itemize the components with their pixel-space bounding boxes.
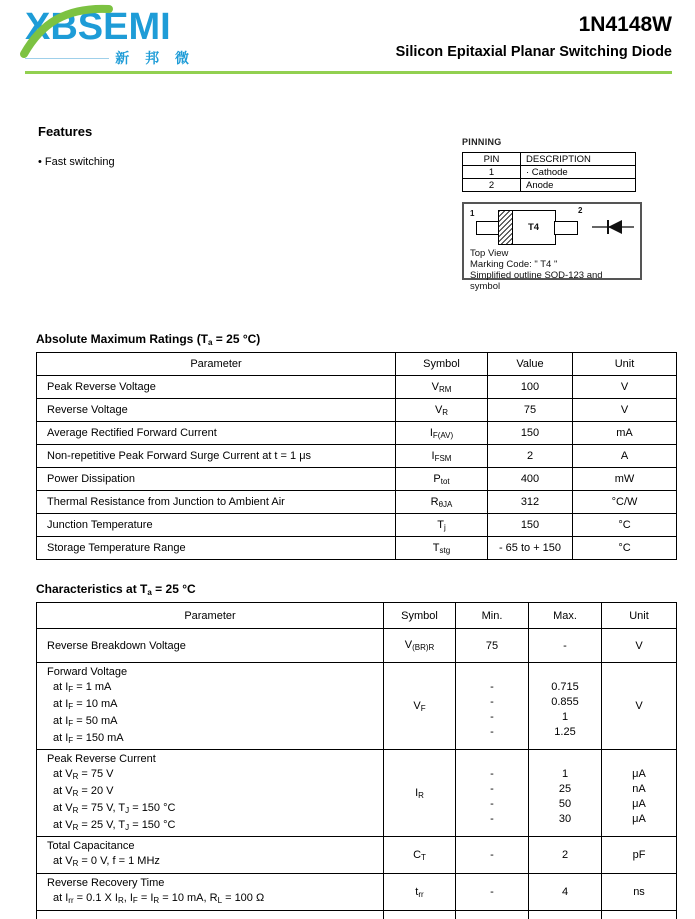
param-cell: Junction Temperature [37, 514, 396, 537]
unit-column-header: Unit [573, 353, 677, 376]
diode-symbol-icon [592, 217, 634, 237]
unit-cell: °C [573, 537, 677, 560]
unit-cell [602, 750, 677, 837]
table-row [37, 468, 677, 491]
min-cell: 75 [456, 629, 529, 663]
symbol-cell: $T_{stg}$ [396, 537, 488, 560]
characteristics-section [36, 582, 676, 919]
right-lead [554, 221, 578, 235]
unit-line: μA [602, 767, 676, 782]
symbol-cell: $P_{tot}$ [396, 468, 488, 491]
max-cell [529, 750, 602, 837]
param-cell: Reverse Voltage [37, 399, 396, 422]
symbol-cell: $C_T$ [384, 837, 456, 874]
table-row [37, 750, 677, 837]
logo-wordmark [25, 8, 171, 46]
param-line: at $I_F = 50$ mA [47, 714, 383, 731]
param-line: at $V_R = 75$ V, $T_J = 150$ °C [47, 801, 383, 818]
param-line: at $V_R = 20$ V [47, 784, 383, 801]
features-section [38, 124, 115, 168]
logo-chinese-text: 新 邦 微 [115, 48, 195, 68]
symbol-cell: $I_{FSM}$ [396, 445, 488, 468]
parameter-column-header: Parameter [37, 353, 396, 376]
min-cell [456, 911, 529, 919]
min-line: - [456, 725, 528, 740]
param-cell: Reverse Breakdown Voltage [37, 629, 384, 663]
param-cell [37, 874, 384, 911]
min-line: - [456, 695, 528, 710]
max-line: 0.715 [529, 680, 601, 695]
unit-cell: pF [602, 837, 677, 874]
pin1-label: 1 [470, 209, 474, 218]
max-line: 1 [529, 710, 601, 725]
value-cell: 100 [488, 376, 573, 399]
unit-cell: V [602, 629, 677, 663]
value-cell: 400 [488, 468, 573, 491]
logo-swoosh-icon [19, 0, 131, 58]
param-cell: Average Rectified Forward Current [37, 422, 396, 445]
table-row [37, 629, 677, 663]
param-line: at $I_{rr} = 0.1$ X $I_R$, $I_F = I_R = 10$ mA, $R_L = 100$ Ω [47, 891, 383, 908]
min-cell [456, 750, 529, 837]
min-column-header: Min. [456, 603, 529, 629]
param-cell [37, 663, 384, 750]
max-line: 0.855 [529, 695, 601, 710]
value-cell: 2 [488, 445, 573, 468]
symbol-cell: $I_R$ [384, 750, 456, 837]
param-line: at $I_F = 1$ mA [47, 680, 383, 697]
min-line: - [456, 782, 528, 797]
description-column-header: DESCRIPTION [521, 153, 636, 166]
table-row [37, 837, 677, 874]
table-row [37, 911, 677, 919]
brand-logo [25, 8, 200, 68]
doc-subtitle: Silicon Epitaxial Planar Switching Diode [396, 44, 672, 60]
param-line: Forward Voltage [47, 665, 383, 680]
table-row [37, 422, 677, 445]
table-row [37, 376, 677, 399]
min-line: - [456, 680, 528, 695]
package-outline-box [462, 202, 642, 280]
unit-cell: ns [602, 874, 677, 911]
symbol-cell: $t_{rr}$ [384, 874, 456, 911]
min-cell: - [456, 874, 529, 911]
feature-item [38, 156, 115, 168]
pinning-table [462, 152, 636, 192]
param-cell: Power Dissipation [37, 468, 396, 491]
param-line: at $I_F = 10$ mA [47, 697, 383, 714]
param-line: Peak Reverse Current [47, 752, 383, 767]
min-line [456, 665, 528, 680]
max-line [529, 665, 601, 680]
value-cell: 150 [488, 514, 573, 537]
feature-text: Fast switching [45, 156, 115, 168]
table-header-row [37, 353, 677, 376]
header-divider [25, 71, 672, 74]
section-title: Absolute Maximum Ratings ($T_a = 25$ °C) [36, 332, 676, 347]
caption-line: Marking Code: " T4 " [470, 259, 634, 270]
unit-line: nA [602, 782, 676, 797]
param-line: at $V_R = 25$ V, $T_J = 150$ °C [47, 818, 383, 835]
table-row [37, 491, 677, 514]
table-row [37, 874, 677, 911]
param-cell: Peak Reverse Voltage [37, 376, 396, 399]
cathode-band [499, 211, 513, 244]
max-line: 1 [529, 767, 601, 782]
table-row [37, 399, 677, 422]
package-drawing [470, 208, 634, 246]
absolute-maximum-ratings-section [36, 332, 676, 560]
unit-line [602, 752, 676, 767]
value-cell: 75 [488, 399, 573, 422]
param-cell: Non-repetitive Peak Forward Surge Current at t = 1 μs [37, 445, 396, 468]
pinning-section [462, 137, 657, 280]
max-line: 50 [529, 797, 601, 812]
symbol-cell: $T_j$ [396, 514, 488, 537]
table-row [37, 514, 677, 537]
table-row [463, 166, 636, 179]
table-row [37, 663, 677, 750]
marking-code: T4 [512, 211, 555, 244]
param-line: at $V_R = 0$ V, f = 1 MHz [47, 854, 383, 871]
unit-column-header: Unit [602, 603, 677, 629]
param-line: at $I_F = 150$ mA [47, 731, 383, 748]
left-lead [476, 221, 500, 235]
max-line: 25 [529, 782, 601, 797]
min-line [456, 752, 528, 767]
value-cell: - 65 to + 150 [488, 537, 573, 560]
min-line: - [456, 797, 528, 812]
max-line [529, 752, 601, 767]
max-cell: 4 [529, 874, 602, 911]
param-cell: Thermal Resistance from Junction to Ambient Air [37, 491, 396, 514]
section-title: Characteristics at $T_a = 25$ °C [36, 582, 676, 597]
value-cell: 312 [488, 491, 573, 514]
unit-cell [602, 911, 677, 919]
max-column-header: Max. [529, 603, 602, 629]
pin-cell: 2 [463, 179, 521, 192]
unit-cell: °C [573, 514, 677, 537]
param-cell [37, 837, 384, 874]
title-block [396, 13, 672, 60]
value-column-header: Value [488, 353, 573, 376]
min-line: - [456, 767, 528, 782]
symbol-cell [384, 911, 456, 919]
param-line: at $V_R = 75$ V [47, 767, 383, 784]
pinning-title: PINNING [462, 137, 657, 147]
characteristics-table [36, 602, 677, 919]
table-row [37, 445, 677, 468]
part-number: 1N4148W [396, 13, 672, 37]
symbol-column-header: Symbol [384, 603, 456, 629]
description-cell: · Cathode [521, 166, 636, 179]
caption-line: Top View [470, 248, 634, 259]
max-cell [529, 663, 602, 750]
symbol-column-header: Symbol [396, 353, 488, 376]
table-header-row [37, 603, 677, 629]
unit-cell: V [573, 399, 677, 422]
symbol-cell: $I_{F(AV)}$ [396, 422, 488, 445]
absolute-maximum-ratings-table [36, 352, 677, 560]
pin-cell: 1 [463, 166, 521, 179]
package-caption [470, 248, 634, 292]
min-line: - [456, 812, 528, 827]
max-line: 30 [529, 812, 601, 827]
unit-line: μA [602, 812, 676, 827]
parameter-column-header: Parameter [37, 603, 384, 629]
symbol-cell: $V_{RM}$ [396, 376, 488, 399]
param-line: Reverse Recovery Time [47, 876, 383, 891]
table-row [37, 537, 677, 560]
description-cell: Anode [521, 179, 636, 192]
param-line: Total Capacitance [47, 839, 383, 854]
param-cell [37, 750, 384, 837]
pin-column-header: PIN [463, 153, 521, 166]
caption-line: Simplified outline SOD-123 and symbol [470, 270, 634, 292]
param-cell: Storage Temperature Range [37, 537, 396, 560]
unit-cell: V [602, 663, 677, 750]
unit-cell: mA [573, 422, 677, 445]
package-body [498, 210, 556, 245]
symbol-cell: $V_F$ [384, 663, 456, 750]
symbol-cell: $V_R$ [396, 399, 488, 422]
table-header-row [463, 153, 636, 166]
table-row [463, 179, 636, 192]
unit-cell: V [573, 376, 677, 399]
unit-cell: mW [573, 468, 677, 491]
max-cell: - [529, 629, 602, 663]
max-cell [529, 911, 602, 919]
bullet: • [38, 156, 42, 168]
features-title: Features [38, 124, 115, 139]
param-cell [37, 911, 384, 919]
value-cell: 150 [488, 422, 573, 445]
unit-cell: A [573, 445, 677, 468]
max-line: 1.25 [529, 725, 601, 740]
unit-cell: °C/W [573, 491, 677, 514]
min-line: - [456, 710, 528, 725]
unit-line: μA [602, 797, 676, 812]
min-cell: - [456, 837, 529, 874]
min-cell [456, 663, 529, 750]
symbol-cell: $R_{\theta JA}$ [396, 491, 488, 514]
pin2-label: 2 [578, 206, 582, 215]
symbol-cell: $V_{(BR)R}$ [384, 629, 456, 663]
max-cell: 2 [529, 837, 602, 874]
logo-text: XBSEMI [25, 6, 171, 48]
